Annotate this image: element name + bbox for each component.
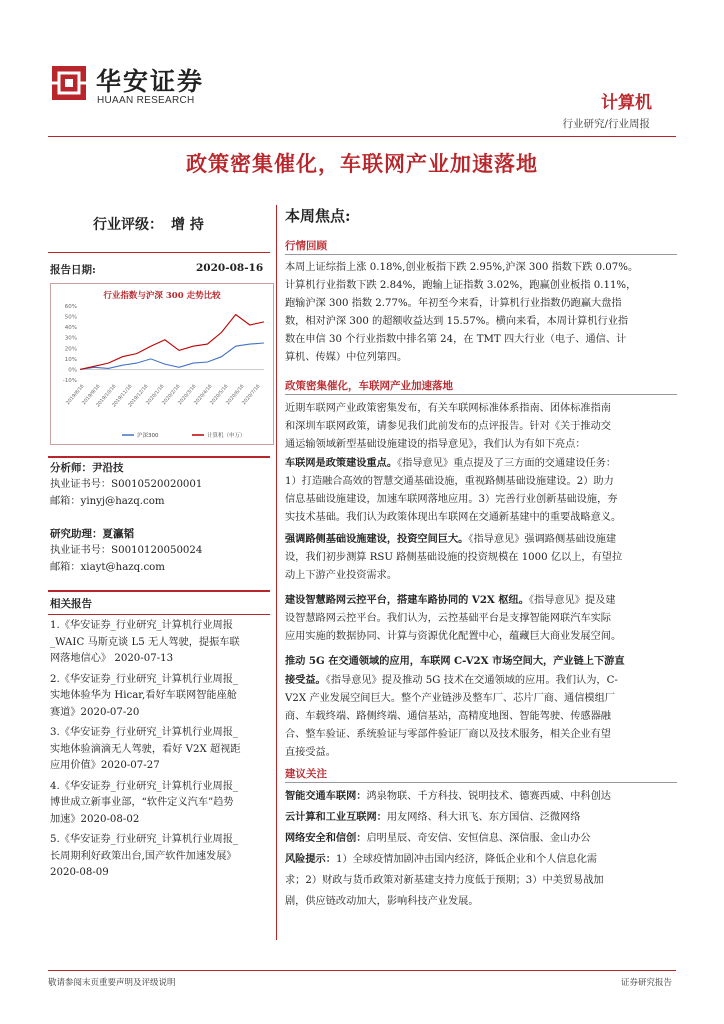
logo-subtext: HUAAN RESEARCH — [97, 95, 195, 106]
market-review-text: 本周上证综指上涨 0.18%,创业板指下跌 2.95%,沪深 300 指数下跌 0.07%。 计算机行业指数下跌 2.84%，跑输上证指数 3.02%，跑赢创业板指 0.11%， 跑输沪深 300 指数 2.77%。年初至今来看，计算机行业指数仍跑赢大盘指 数，相对沪深 300 的超额收益达到 15.57%。横向来看，本周计算机行业指 数在申信 30 个行业指数中排名第 24，在 TMT 四大行业（电子、通信、计 算机、传媒）中位列第四。 — [285, 262, 639, 363]
legend-label: 计算机（申万） — [207, 433, 246, 439]
footer-label: 证券研究报告 — [620, 978, 672, 988]
column-divider — [276, 205, 277, 940]
related-report-item[interactable] — [50, 832, 274, 882]
paragraph-1: 车联网是政策建设重点。《指导意见》重点提及了三方面的交通建设任务： 1）打造融合高效的智慧交通基础设施，重视路侧基础设施建设。2）助力 信息基础设施建设，加速车联网落地应用。3）完善行业创新基础设施，夯 实技术基础。我们认为政策体现出车联网在交通新基建中的重要战略意义。 — [285, 457, 622, 523]
trend-chart — [50, 300, 272, 443]
report-type: 行业研究/行业周报 — [562, 118, 650, 130]
related-report-line: 3.《华安证券_行业研究_计算机行业周报_ — [50, 727, 238, 738]
y-tick-label: 20% — [64, 346, 77, 353]
x-tick-label: 2019/10/16 — [95, 384, 118, 409]
rating-value: 增 持 — [171, 217, 204, 233]
x-tick-label: 2019/12/16 — [127, 384, 150, 409]
y-tick-label: 0% — [68, 367, 77, 374]
suggest-list: 智能交通车联网：鸿泉物联、千方科技、锐明技术、德赛西威、中科创达 云计算和工业互联网：用友网络、科大讯飞、东方国信、泛微网络 网络安全和信创：启明星辰、奇安信、安恒信息、深信服、金山办公 风险提示：1）全球疫情加剧冲击国内经济，降低企业和个人信息化需 求；2）财政与货币政策对新基建支持力度低于预期；3）中美贸易战加 剧，供应链改动加大，影响科技产业发展。 — [285, 790, 611, 907]
x-tick-label: 2020/7/16 — [241, 384, 262, 407]
x-tick-label: 2020/2/16 — [161, 384, 182, 407]
footer-divider — [48, 970, 676, 971]
related-report-line: _WAIC 马斯克谈 L5 无人驾驶，提振车联 — [50, 636, 240, 648]
footer-disclaimer[interactable]: 敬请参阅末页重要声明及评级说明 — [48, 978, 176, 988]
section-divider — [285, 782, 677, 783]
assistant-name: 夏瀛韬 — [102, 528, 134, 540]
assistant-email[interactable]: 邮箱：xiayt@hazq.com — [50, 562, 165, 573]
rating — [93, 214, 204, 234]
related-reports-list — [50, 618, 274, 886]
related-report-item[interactable] — [50, 725, 274, 775]
chart-title: 行业指数与沪深 300 走势比较 — [103, 291, 221, 301]
related-report-line: 5.《华安证券_行业研究_计算机行业周报_ — [50, 834, 238, 845]
related-report-line: 赛道》2020-07-20 — [50, 706, 140, 718]
analyst — [50, 460, 124, 477]
related-report-line: 2020-08-09 — [50, 867, 109, 878]
y-tick-label: 50% — [64, 314, 77, 321]
paragraph-4: 推动 5G 在交通领域的应用，车联网 C-V2X 市场空间大，产业链上下游直 接受益。《指导意见》提及推动 5G 技术在交通领域的应用。我们认为，C- V2X 产业发展空间巨大。整个产业链涉及整车厂、芯片厂商、通信模组厂 商、车载终端、路侧终端、通信基站，高精度地图、智能驾驶、传感器融 合、整车验证、系统验证与零部件验证厂商以及技术服务，相关企业有望 直接受益。 — [285, 655, 625, 758]
related-report-line: 实地体验华为 Hicar,看好车联网智能座舱 — [50, 690, 237, 701]
related-report-line: 长周期利好政策出台,国产软件加速发展》 — [50, 850, 237, 862]
series-line-computer — [80, 315, 264, 370]
report-date-label: 报告日期: — [50, 264, 96, 276]
x-tick-label: 2020/4/16 — [193, 384, 214, 407]
suggest-title: 建议关注 — [285, 768, 327, 780]
y-tick-label: 30% — [64, 335, 77, 342]
paragraph-3: 建设智慧路网云控平台，搭建车路协同的 V2X 枢纽。《指导意见》提及建 设智慧路网云控平台。我们认为，云控基础平台是支撑智能网联汽车实际 应用实施的数据协同、计算与资源优化配置中心，蕴藏巨大商业发展空间。 — [285, 594, 622, 642]
report-date: 2020-08-16 — [196, 262, 264, 274]
related-report-line: 网落地信心》 2020-07-13 — [50, 653, 174, 664]
policy-intro: 近期车联网产业政策密集发布，有关车联网标准体系指南、团体标准指南 和深圳车联网政策，请参见我们此前发布的点评报告。针对《关于推动交 通运输领域新型基础设施建设的指导意见》，我们认为有如下亮点： — [285, 403, 611, 450]
related-report-line: 2.《华安证券_行业研究_计算机行业周报_ — [50, 673, 238, 685]
left-divider-1 — [48, 252, 270, 253]
assistant — [50, 526, 134, 543]
rating-label: 行业评级： — [93, 217, 163, 233]
related-report-line: 实地体验滴滴无人驾驶，看好 V2X 超视距 — [50, 743, 241, 755]
x-tick-label: 2019/9/16 — [81, 384, 102, 407]
related-report-item[interactable] — [50, 672, 274, 722]
x-tick-label: 2020/6/16 — [225, 384, 246, 407]
left-divider-4 — [48, 614, 270, 615]
y-tick-label: 60% — [64, 304, 77, 310]
legend-label: 沪深300 — [137, 433, 159, 439]
market-review-title: 行情回顾 — [285, 240, 327, 252]
series-line-hs300 — [80, 343, 264, 369]
analyst-cert: 执业证书号：S0010520020001 — [50, 479, 203, 490]
assistant-cert: 执业证书号：S0010120050024 — [50, 545, 203, 556]
assistant-label: 研究助理： — [50, 528, 103, 540]
section-divider — [285, 254, 677, 255]
left-divider-2 — [48, 456, 270, 458]
related-report-line: 4.《华安证券_行业研究_计算机行业周报_ — [50, 780, 238, 792]
x-tick-label: 2019/8/16 — [65, 384, 86, 407]
analyst-email[interactable]: 邮箱：yinyj@hazq.com — [50, 496, 165, 507]
related-report-line: 1.《华安证券_行业研究_计算机行业周报 — [50, 620, 233, 631]
related-report-line: 应用价值》2020-07-27 — [50, 760, 160, 771]
page-title: 政策密集催化，车联网产业加速落地 — [186, 151, 538, 176]
x-tick-label: 2020/3/16 — [177, 384, 198, 407]
related-reports-title: 相关报告 — [50, 598, 92, 610]
y-tick-label: -10% — [62, 378, 77, 384]
paragraph-2: 强调路侧基础设施建设，投资空间巨大。《指导意见》强调路侧基础设施建 设，我们初步测算 RSU 路侧基础设施的投资规模在 1000 亿以上，有望拉 动上下游产业投资需求。 — [285, 533, 623, 581]
analyst-label: 分析师： — [50, 462, 92, 474]
y-tick-label: 10% — [64, 356, 77, 363]
policy-title: 政策密集催化，车联网产业加速落地 — [285, 380, 453, 392]
focus-title: 本周焦点: — [285, 207, 351, 225]
x-tick-label: 2019/11/16 — [111, 384, 134, 409]
x-tick-label: 2020/1/16 — [145, 384, 166, 407]
related-report-item[interactable] — [50, 779, 274, 829]
y-tick-label: 40% — [64, 325, 77, 332]
left-divider-3 — [48, 590, 270, 592]
analyst-name: 尹沿技 — [92, 462, 124, 474]
header-divider — [48, 136, 676, 137]
related-report-line: 博世成立新事业部，“软件定义汽车”趋势 — [50, 797, 234, 808]
logo-text: 华安证券 — [96, 67, 205, 96]
related-report-line: 加速》2020-08-02 — [50, 813, 140, 825]
logo-mark — [52, 66, 86, 100]
section-divider — [285, 394, 677, 395]
industry-name: 计算机 — [601, 93, 652, 113]
related-report-item[interactable] — [50, 618, 274, 668]
x-tick-label: 2020/5/16 — [209, 384, 230, 407]
